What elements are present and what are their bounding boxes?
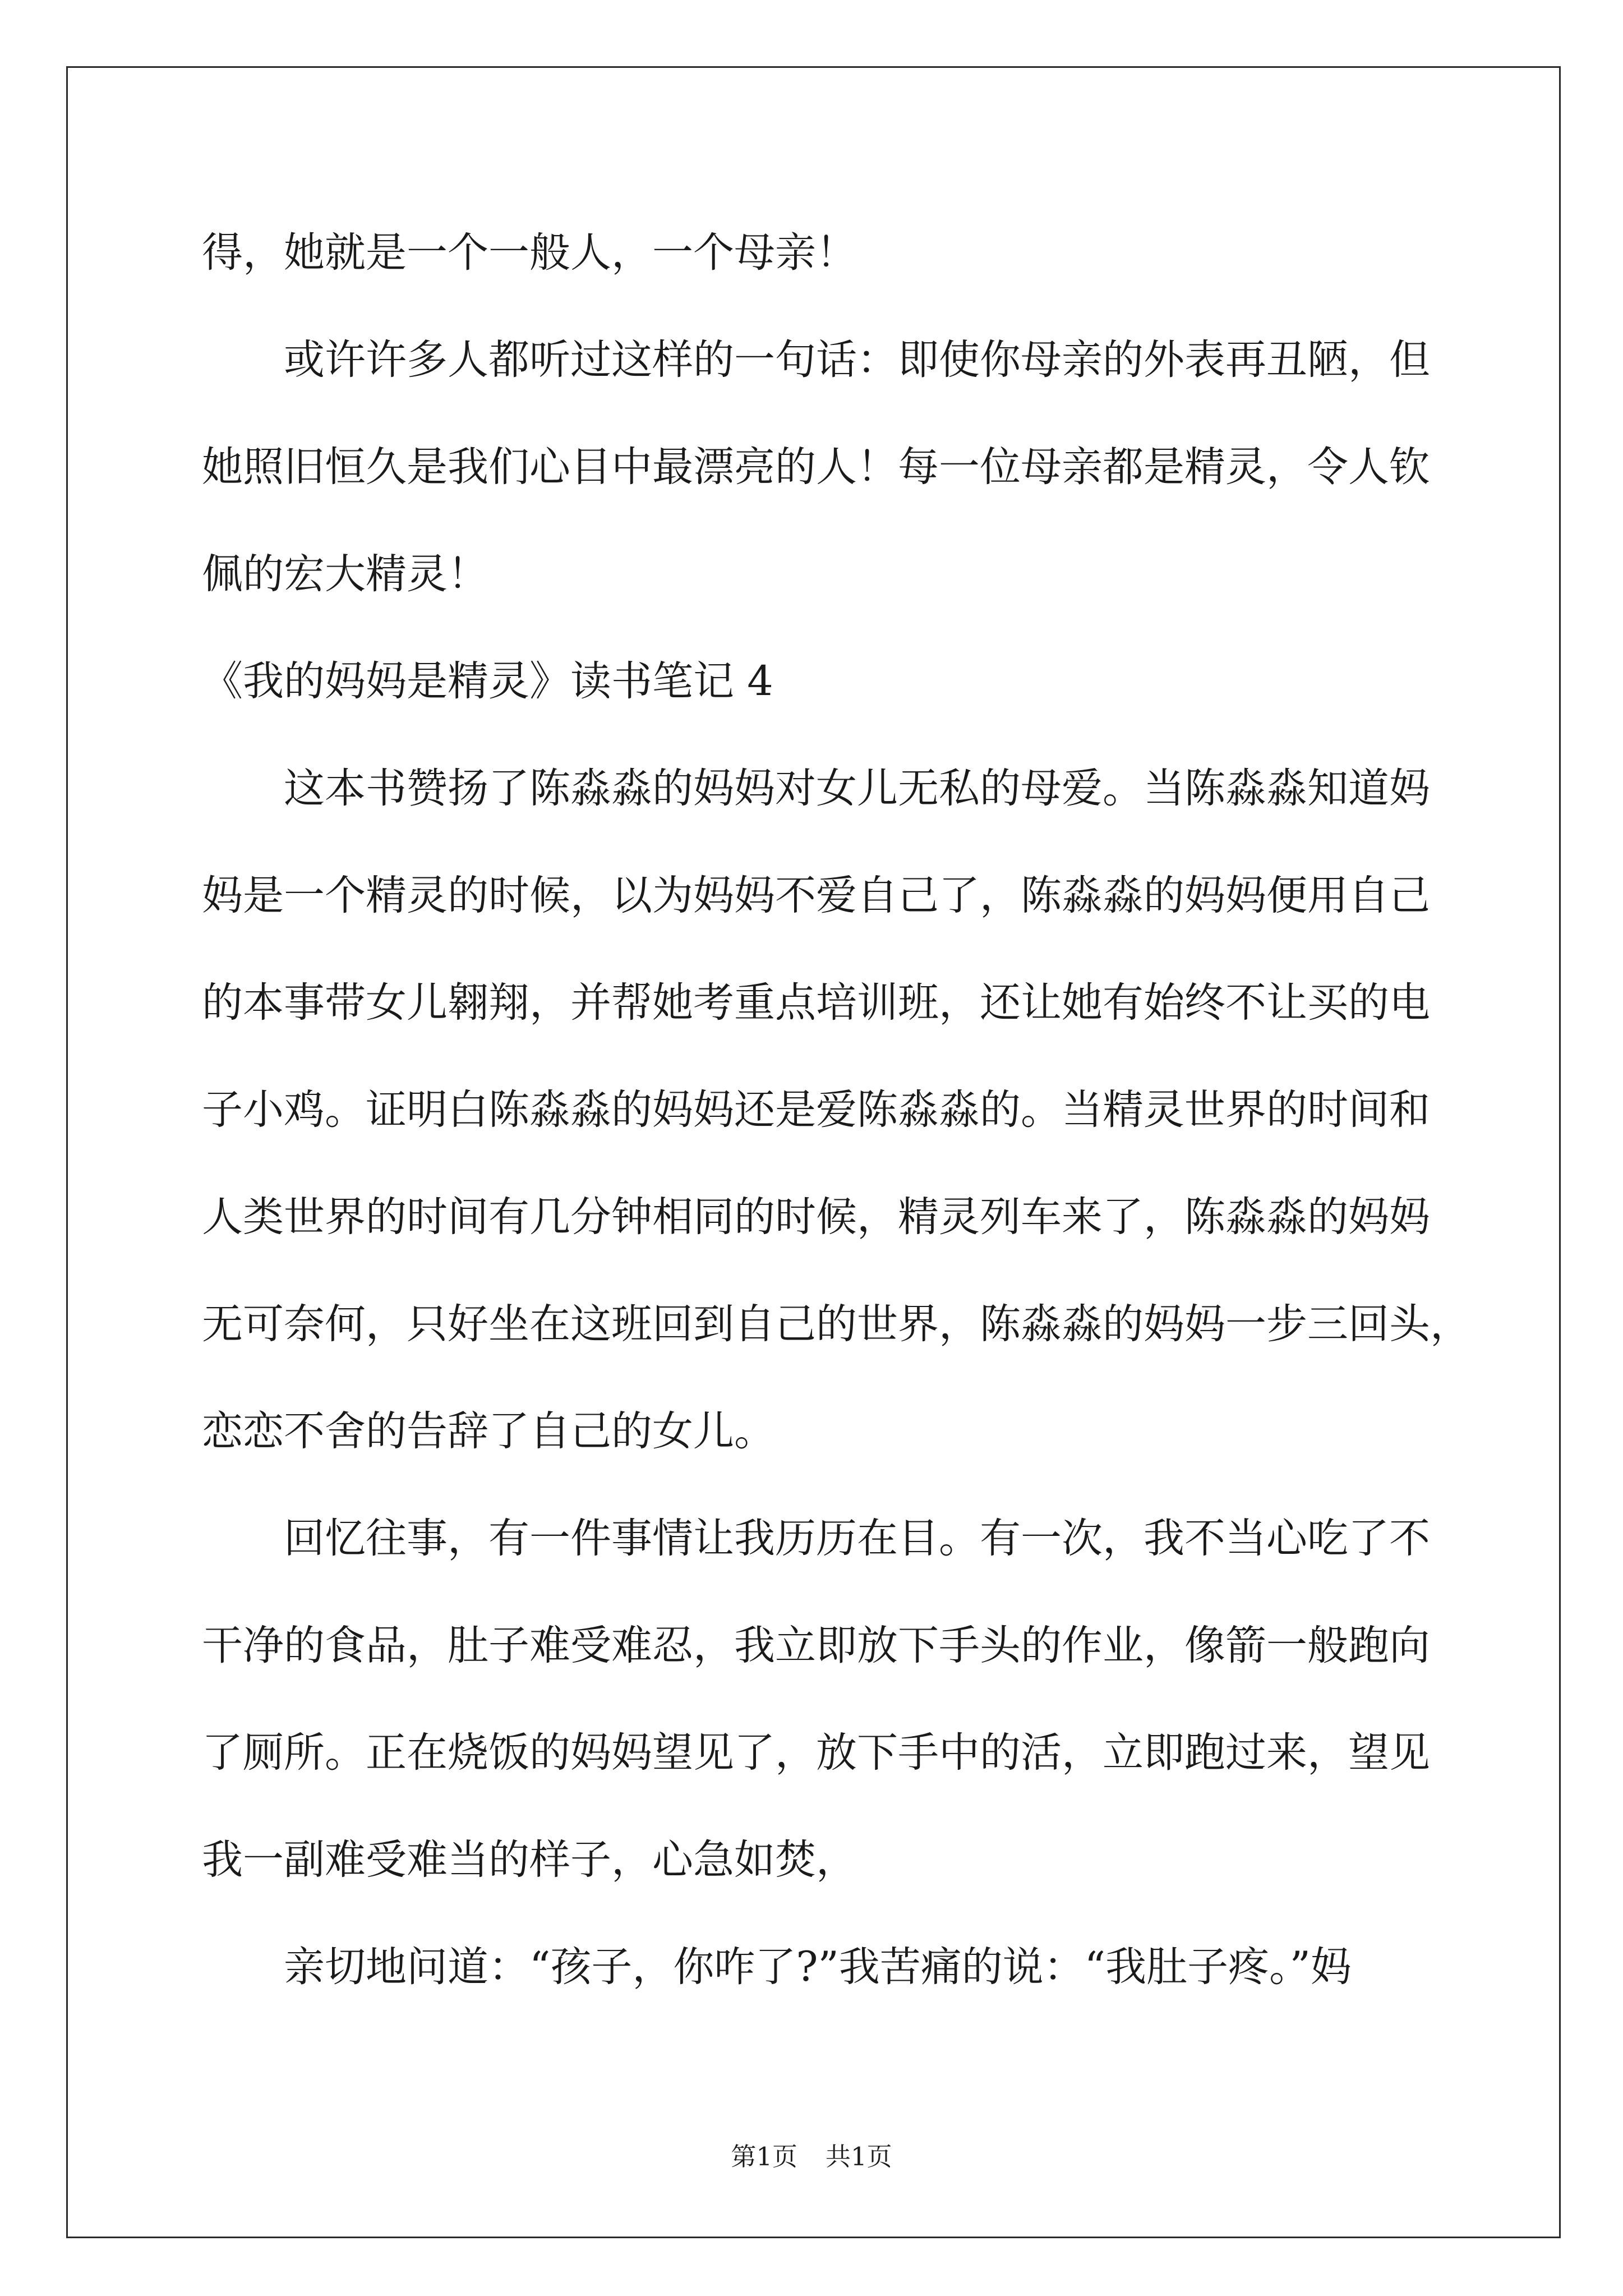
- page-number: 第1页: [731, 2142, 797, 2171]
- text-line: 无可奈何，只好坐在这班回到自己的世界，陈淼淼的妈妈一步三回头，: [202, 1300, 1471, 1348]
- page-border: [66, 66, 1561, 2238]
- text-line: 或许许多人都听过这样的一句话：即使你母亲的外表再丑陋，但: [284, 336, 1430, 384]
- text-line: 得，她就是一个一般人，一个母亲！: [202, 229, 857, 277]
- text-line: 她照旧恒久是我们心目中最漂亮的人！每一位母亲都是精灵，令人钦: [202, 443, 1430, 491]
- text-line: 亲切地问道：“孩子，你咋了?”我苦痛的说：“我肚子疼。”妈: [284, 1943, 1352, 1991]
- section-title: 《我的妈妈是精灵》读书笔记 4: [202, 657, 773, 705]
- text-line: 回忆往事，有一件事情让我历历在目。有一次，我不当心吃了不: [284, 1515, 1430, 1562]
- page-footer: [0, 2140, 1623, 2174]
- text-line: 佩的宏大精灵！: [202, 550, 488, 598]
- text-line: 我一副难受难当的样子，心急如焚，: [202, 1836, 857, 1884]
- text-line: 的本事带女儿翱翔，并帮她考重点培训班，还让她有始终不让买的电: [202, 979, 1430, 1027]
- text-line: 了厕所。正在烧饭的妈妈望见了，放下手中的活，立即跑过来，望见: [202, 1729, 1430, 1777]
- text-line: 干净的食品，肚子难受难忍，我立即放下手头的作业，像箭一般跑向: [202, 1622, 1430, 1669]
- text-line: 妈是一个精灵的时候，以为妈妈不爱自己了，陈淼淼的妈妈便用自己: [202, 872, 1430, 919]
- page-total: 共1页: [826, 2142, 892, 2171]
- text-line: 这本书赞扬了陈淼淼的妈妈对女儿无私的母爱。当陈淼淼知道妈: [284, 765, 1430, 812]
- text-line: 人类世界的时间有几分钟相同的时候，精灵列车来了，陈淼淼的妈妈: [202, 1193, 1430, 1241]
- text-line: 子小鸡。证明白陈淼淼的妈妈还是爱陈淼淼的。当精灵世界的时间和: [202, 1086, 1430, 1134]
- text-line: 恋恋不舍的告辞了自己的女儿。: [202, 1407, 775, 1455]
